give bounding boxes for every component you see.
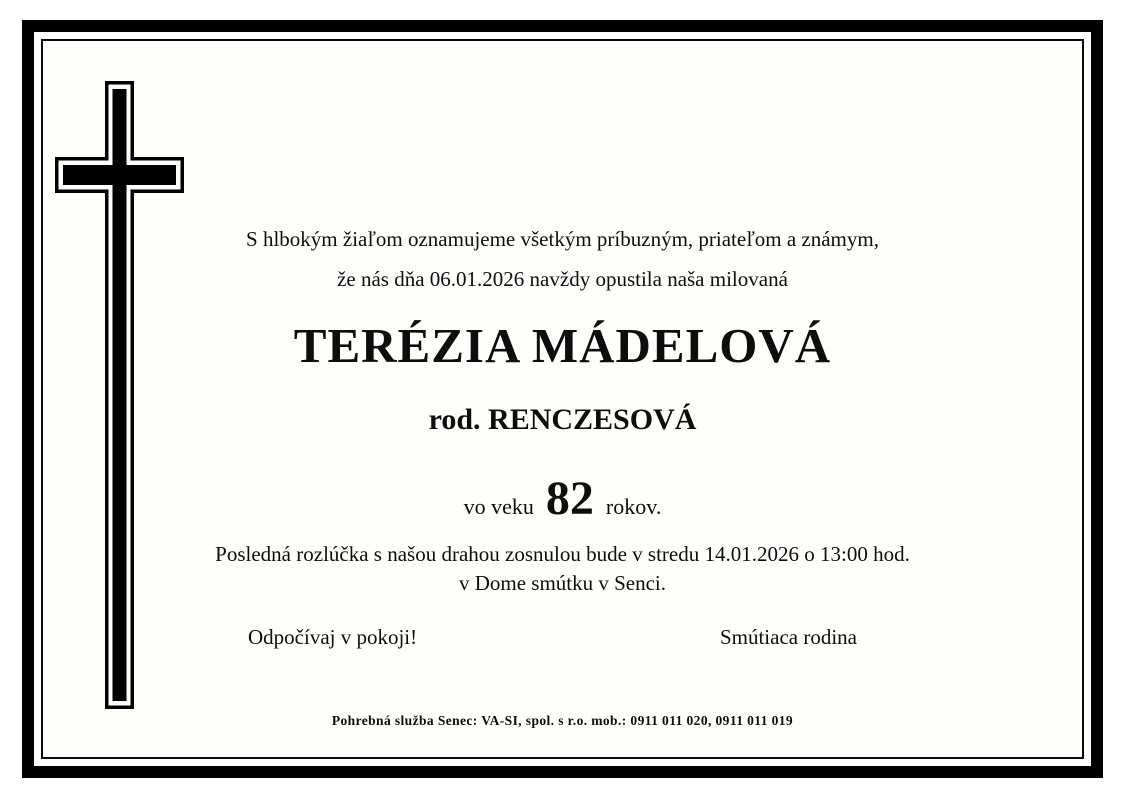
notice-card	[41, 39, 1084, 759]
funeral-service-footer: Pohrebná služba Senec: VA-SI, spol. s r.o. mob.: 0911 011 020, 0911 011 019	[331, 713, 794, 728]
funeral-details-line-1: Posledná rozlúčka s našou drahou zosnulou bude v stredu 14.01.2026 o 13:00 hod.	[215, 542, 910, 566]
farewell-text: Odpočívaj v pokoji!	[248, 625, 418, 649]
age-line	[43, 471, 1082, 526]
intro-line-2: že nás dňa 06.01.2026 navždy opustila naša milovaná	[337, 267, 788, 291]
intro-line-1: S hlbokým žiaľom oznamujeme všetkým príbuzným, priateľom a známym,	[246, 227, 879, 251]
latin-cross-icon	[55, 81, 185, 711]
age-prefix: vo veku	[463, 494, 534, 519]
maiden-name: rod. RENCZESOVÁ	[428, 403, 697, 436]
farewell-row	[248, 625, 857, 650]
mourners-text: Smútiaca rodina	[719, 625, 857, 649]
deceased-name: TERÉZIA MÁDELOVÁ	[293, 318, 832, 373]
notice-card-frame	[22, 20, 1103, 778]
age-suffix: rokov.	[605, 494, 662, 519]
age-number: 82	[545, 472, 594, 525]
funeral-details-line-2: v Dome smútku v Senci.	[458, 571, 667, 595]
